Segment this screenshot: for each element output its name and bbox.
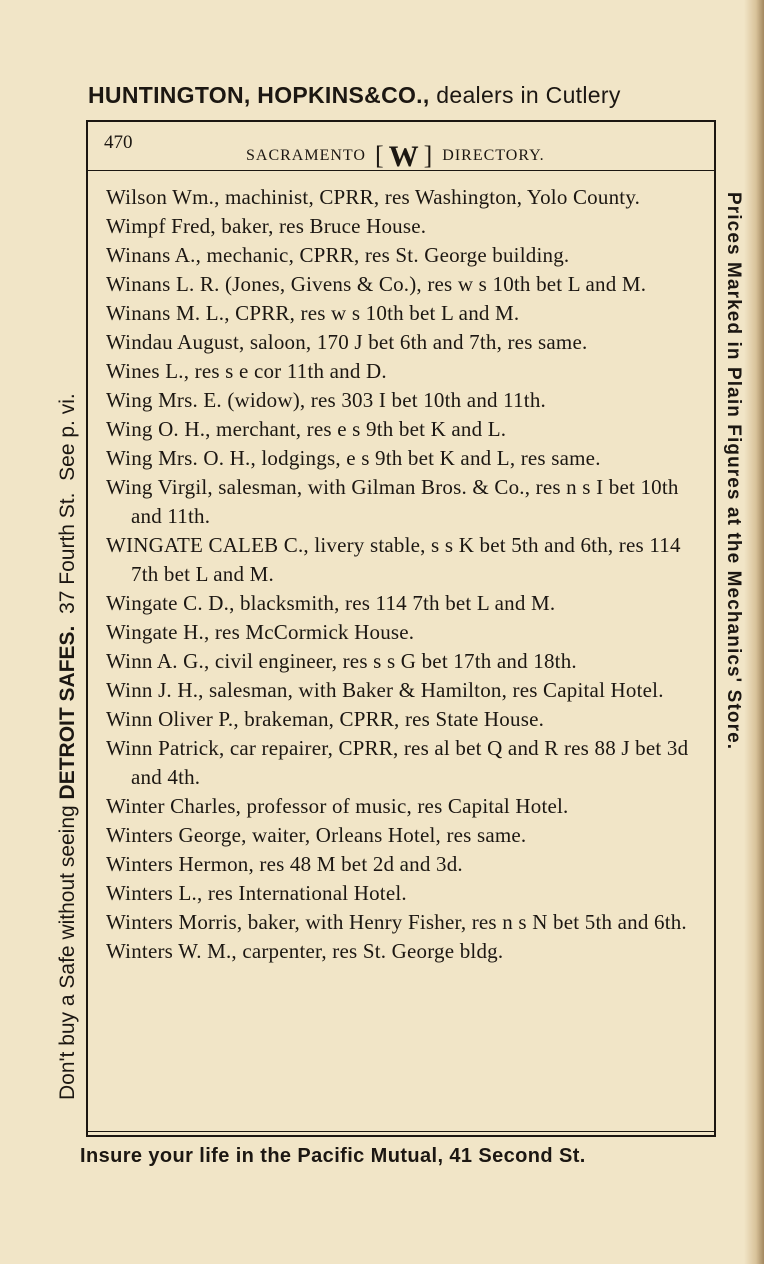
top-ad-tagline: dealers in Cutlery [429,82,621,108]
running-head [246,134,545,173]
directory-entry: Winters Hermon, res 48 M bet 2d and 3d. [106,852,463,876]
directory-entry: Winters L., res International Hotel. [106,881,407,905]
section-letter: W [388,140,420,173]
bracket-open: [ [374,141,385,170]
bracket-close: ] [423,141,434,170]
directory-entry: Winters W. M., carpenter, res St. George bldg. [106,939,504,963]
left-ad-emphasis: DETROIT SAFES. [56,625,79,800]
directory-entry: Winn J. H., salesman, with Baker & Hamilton, res Capital Hotel. [106,678,664,702]
running-head-title: DIRECTORY. [442,147,545,164]
bottom-border-rule [86,1135,716,1137]
directory-entry: Wilson Wm., machinist, CPRR, res Washington, Yolo County. [106,185,641,209]
directory-entry: Winans A., mechanic, CPRR, res St. George building. [106,243,570,267]
page-number: 470 [104,132,133,153]
directory-entry: Winn Patrick, car repairer, CPRR, res al bet Q and R res 88 J bet 3d and 4th. [106,736,689,789]
directory-entry: WINGATE CALEB C., livery stable, s s K bet 5th and 6th, res 114 7th bet L and M. [106,533,681,586]
left-border-rule [86,120,88,1136]
directory-entry: Winans M. L., CPRR, res w s 10th bet L and M. [106,301,520,325]
page-edge-shadow [744,0,764,1264]
top-border-rule [86,120,716,122]
directory-entry: Winters George, waiter, Orleans Hotel, res same. [106,823,527,847]
directory-entry: Winn Oliver P., brakeman, CPRR, res State House. [106,707,545,731]
bottom-advertisement: Insure your life in the Pacific Mutual, 41 Second St. [80,1145,586,1167]
bottom-border-rule-thin [86,1131,716,1132]
directory-entry: Winter Charles, professor of music, res Capital Hotel. [106,794,569,818]
directory-entries [106,183,704,966]
top-advertisement [88,82,728,109]
right-margin-advertisement: Prices Marked in Plain Figures at the Mechanics' Store. [723,192,744,751]
running-head-city: SACRAMENTO [246,147,366,164]
directory-entry: Wing Virgil, salesman, with Gilman Bros. & Co., res n s I bet 10th and 11th. [106,475,679,528]
directory-entry: Wines L., res s e cor 11th and D. [106,359,387,383]
directory-entry: Wimpf Fred, baker, res Bruce House. [106,214,427,238]
directory-entry: Wing Mrs. E. (widow), res 303 I bet 10th and 11th. [106,388,546,412]
page-header [104,130,714,173]
left-ad-part2: 37 Fourth St. See p. vi. [56,393,79,626]
directory-entry: Winans L. R. (Jones, Givens & Co.), res w s 10th bet L and M. [106,272,647,296]
directory-entry: Windau August, saloon, 170 J bet 6th and 7th, res same. [106,330,588,354]
directory-entry: Wing O. H., merchant, res e s 9th bet K and L. [106,417,507,441]
directory-entry: Wingate C. D., blacksmith, res 114 7th bet L and M. [106,591,556,615]
left-ad-part1: Don't buy a Safe without seeing [56,799,79,1100]
right-border-rule [714,120,716,1136]
directory-entry: Wing Mrs. O. H., lodgings, e s 9th bet K and L, res same. [106,446,601,470]
left-margin-advertisement [56,140,80,1100]
directory-entry: Winters Morris, baker, with Henry Fisher, res n s N bet 5th and 6th. [106,910,687,934]
directory-entry: Wingate H., res McCormick House. [106,620,415,644]
directory-entry: Winn A. G., civil engineer, res s s G bet 17th and 18th. [106,649,577,673]
top-ad-firm: HUNTINGTON, HOPKINS&CO., [88,82,430,108]
